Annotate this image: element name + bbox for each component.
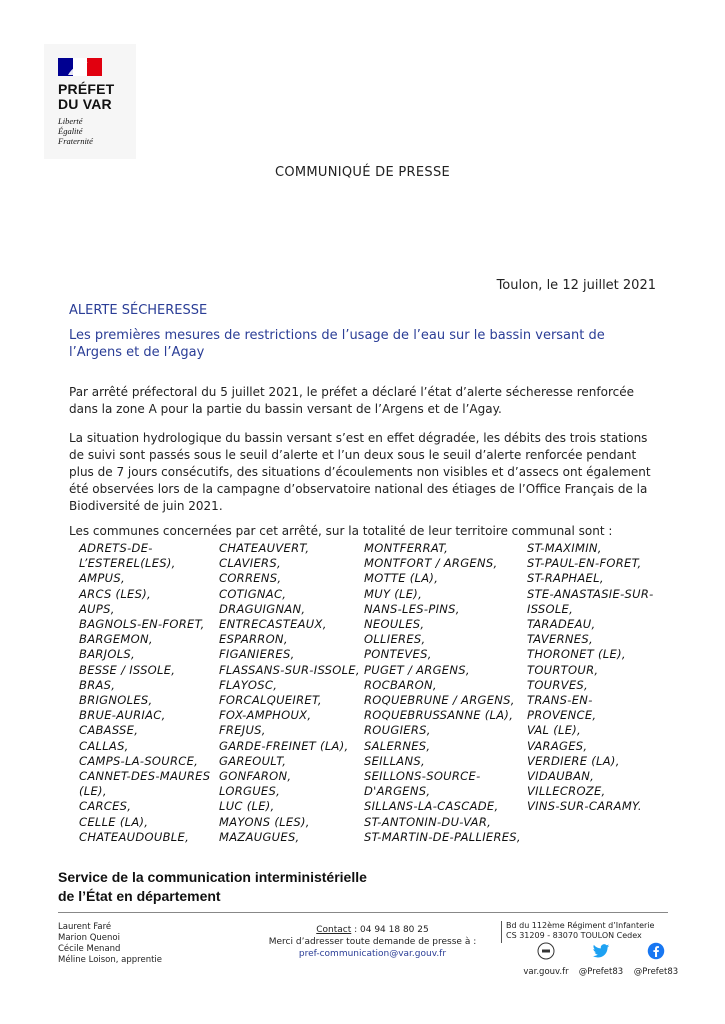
commune-item: VERDIERE (LA), bbox=[527, 753, 620, 768]
commune-item: NEOULES, bbox=[364, 617, 425, 632]
republic-motto bbox=[58, 116, 93, 146]
paragraph-situation: La situation hydrologique du bassin versant s’est en effet dégradée, les débits des trois stations de suivi sont passés sous le seuil d’alerte et l’un deux sous le seuil d’alerte renforcée pendant plus de 7 jours consécutifs, des situations d’écoulements non visibles et d’assecs ont également été observées lors de la campagne d’observatoire national des étiages de l’Office Français de la Biodiversité de juin 2021. bbox=[69, 431, 651, 513]
commune-item: SALERNES, bbox=[364, 738, 431, 753]
service-heading bbox=[58, 868, 367, 906]
commune-item: CAMPS-LA-SOURCE, bbox=[79, 753, 199, 768]
commune-item: (LE), bbox=[79, 784, 107, 799]
commune-item: ST-RAPHAEL, bbox=[527, 571, 604, 586]
service-line-2: de l’État en département bbox=[58, 888, 221, 904]
commune-item: THORONET (LE), bbox=[527, 647, 626, 662]
address-line-1: Bd du 112ème Régiment d’Infanterie bbox=[506, 921, 655, 930]
commune-item: ST-PAUL-EN-FORET, bbox=[527, 556, 642, 571]
commune-item: CARCES, bbox=[79, 799, 132, 814]
commune-item: AMPUS, bbox=[79, 571, 125, 586]
commune-item: MONTFERRAT, bbox=[364, 541, 449, 555]
postal-address bbox=[506, 921, 654, 941]
document-type-title: COMMUNIQUÉ DE PRESSE bbox=[274, 165, 451, 180]
commune-item: GAREOULT, bbox=[219, 753, 287, 768]
commune-item: ESPARRON, bbox=[219, 632, 288, 647]
commune-item: CANNET-DES-MAURES bbox=[79, 769, 211, 784]
commune-item: SILLANS-LA-CASCADE, bbox=[364, 799, 499, 814]
address-bar bbox=[501, 921, 502, 943]
commune-item: MAYONS (LES), bbox=[219, 814, 310, 829]
commune-item: DRAGUIGNAN, bbox=[219, 601, 306, 616]
alert-subtitle: Les premières mesures de restrictions de l’usage de l’eau sur le bassin versant de l’Argens et de l’Agay bbox=[69, 328, 605, 360]
website-label: var.gouv.fr bbox=[523, 967, 569, 977]
commune-item: ROQUEBRUSSANNE (LA), bbox=[364, 708, 514, 723]
motto-fraternite: Fraternité bbox=[58, 136, 93, 146]
commune-item: MAZAUGUES, bbox=[219, 829, 300, 844]
commune-item: TOURVES, bbox=[527, 677, 588, 692]
commune-item: ROQUEBRUNE / ARGENS, bbox=[364, 693, 515, 708]
commune-item: GONFARON, bbox=[219, 769, 292, 784]
twitter-icon bbox=[592, 942, 610, 960]
commune-item: GARDE-FREINET (LA), bbox=[219, 738, 349, 753]
communes-column-1 bbox=[79, 541, 210, 845]
commune-item: BARGEMON, bbox=[79, 632, 153, 647]
commune-item: CABASSE, bbox=[79, 723, 139, 738]
commune-item: MUY (LE), bbox=[364, 586, 423, 601]
communes-column-3 bbox=[364, 541, 521, 845]
commune-item: BRAS, bbox=[79, 677, 116, 692]
commune-item: OLLIERES, bbox=[364, 632, 426, 647]
contact-phone: : 04 94 18 80 25 bbox=[351, 925, 429, 935]
commune-item: ST-MARTIN-DE-PALLIERES, bbox=[364, 829, 521, 844]
commune-item: CLAVIERS, bbox=[219, 556, 281, 571]
commune-item: ARCS (LES), bbox=[79, 586, 151, 601]
commune-item: AUPS, bbox=[79, 601, 115, 616]
commune-item: ST-MAXIMIN, bbox=[527, 541, 602, 555]
commune-item: NANS-LES-PINS, bbox=[364, 601, 460, 616]
staff-name: Marion Quenoi bbox=[58, 933, 120, 943]
commune-item: BESSE / ISSOLE, bbox=[79, 662, 176, 677]
commune-item: L’ESTEREL(LES), bbox=[79, 556, 176, 571]
commune-item: ISSOLE, bbox=[527, 601, 574, 616]
commune-item: BRIGNOLES, bbox=[79, 693, 153, 708]
contact-email-link[interactable]: pref-communication@var.gouv.fr bbox=[298, 949, 447, 959]
service-line-1: Service de la communication interministérielle bbox=[58, 869, 367, 885]
date-line: Toulon, le 12 juillet 2021 bbox=[496, 278, 656, 293]
twitter-handle: @Prefet83 bbox=[578, 967, 624, 977]
prefet-logo bbox=[44, 44, 136, 159]
website-icon bbox=[537, 942, 555, 960]
contact-label: Contact bbox=[316, 925, 352, 935]
commune-item: STE-ANASTASIE-SUR- bbox=[527, 586, 654, 601]
commune-item: SEILLANS, bbox=[364, 753, 425, 768]
commune-item: BARJOLS, bbox=[79, 647, 135, 662]
contact-note: Merci d’adresser toute demande de presse à : bbox=[268, 937, 477, 947]
commune-item: COTIGNAC, bbox=[219, 586, 287, 601]
commune-item: CELLE (LA), bbox=[79, 814, 149, 829]
commune-item: TAVERNES, bbox=[527, 632, 593, 647]
communes-column-2 bbox=[219, 541, 360, 845]
commune-item: BRUE-AURIAC, bbox=[79, 708, 166, 723]
commune-item: ROUGIERS, bbox=[364, 723, 431, 738]
communes-column-4 bbox=[527, 541, 654, 815]
facebook-icon bbox=[647, 942, 665, 960]
marianne-flag-icon bbox=[58, 58, 102, 76]
org-name-line2: DU VAR bbox=[58, 96, 112, 112]
facebook-handle: @Prefet83 bbox=[633, 967, 679, 977]
commune-item: FIGANIERES, bbox=[219, 647, 295, 662]
paragraph-communes-intro: Les communes concernées par cet arrêté, sur la totalité de leur territoire communal sont : bbox=[69, 524, 613, 538]
commune-item: MONTFORT / ARGENS, bbox=[364, 556, 498, 571]
commune-item: CALLAS, bbox=[79, 738, 129, 753]
commune-item: VINS-SUR-CARAMY. bbox=[527, 799, 642, 814]
motto-egalite: Égalité bbox=[58, 126, 83, 136]
commune-item: VARAGES, bbox=[527, 738, 588, 753]
paragraph-decree: Par arrêté préfectoral du 5 juillet 2021, le préfet a déclaré l’état d’alerte sécheresse renforcée dans la zone A pour la partie du bassin versant de l’Argens et de l’Agay. bbox=[69, 385, 635, 416]
commune-item: MOTTE (LA), bbox=[364, 571, 439, 586]
commune-item: CORRENS, bbox=[219, 571, 282, 586]
commune-item: LUC (LE), bbox=[219, 799, 275, 814]
commune-item: ROCBARON, bbox=[364, 677, 437, 692]
footer-divider bbox=[58, 912, 668, 913]
commune-item: ADRETS-DE- bbox=[79, 541, 153, 555]
commune-item: BAGNOLS-EN-FORET, bbox=[79, 617, 205, 632]
staff-name: Méline Loison, apprentie bbox=[58, 955, 163, 965]
commune-item: FLAYOSC, bbox=[219, 677, 278, 692]
commune-item: PROVENCE, bbox=[527, 708, 597, 723]
commune-item: ENTRECASTEAUX, bbox=[219, 617, 327, 632]
commune-item: PUGET / ARGENS, bbox=[364, 662, 470, 677]
commune-item: ST-ANTONIN-DU-VAR, bbox=[364, 814, 492, 829]
contact-block bbox=[245, 924, 500, 960]
alert-title: ALERTE SÉCHERESSE bbox=[69, 303, 208, 318]
commune-item: SEILLONS-SOURCE- bbox=[364, 769, 481, 784]
commune-item: FREJUS, bbox=[219, 723, 266, 738]
commune-item: CHATEAUVERT, bbox=[219, 541, 310, 555]
motto-liberte: Liberté bbox=[58, 116, 83, 126]
commune-item: VAL (LE), bbox=[527, 723, 582, 738]
commune-item: FORCALQUEIRET, bbox=[219, 693, 322, 708]
address-line-2: CS 31209 - 83070 TOULON Cedex bbox=[506, 931, 642, 940]
commune-item: VILLECROZE, bbox=[527, 784, 606, 799]
commune-item: PONTEVES, bbox=[364, 647, 432, 662]
website-link[interactable] bbox=[521, 942, 571, 977]
staff-name: Laurent Faré bbox=[58, 922, 112, 932]
commune-item: LORGUES, bbox=[219, 784, 281, 799]
staff-names bbox=[58, 922, 162, 966]
twitter-link[interactable] bbox=[576, 942, 626, 977]
communes-list bbox=[79, 541, 679, 844]
commune-item: CHATEAUDOUBLE, bbox=[79, 829, 190, 844]
commune-item: FLASSANS-SUR-ISSOLE, bbox=[219, 662, 360, 677]
commune-item: TRANS-EN- bbox=[527, 693, 593, 708]
commune-item: D'ARGENS, bbox=[364, 784, 431, 799]
org-name-line1: PRÉFET bbox=[58, 81, 115, 97]
commune-item: VIDAUBAN, bbox=[527, 769, 595, 784]
staff-name: Cécile Menand bbox=[58, 944, 121, 954]
commune-item: TARADEAU, bbox=[527, 617, 596, 632]
commune-item: FOX-AMPHOUX, bbox=[219, 708, 312, 723]
facebook-link[interactable] bbox=[631, 942, 681, 977]
commune-item: TOURTOUR, bbox=[527, 662, 599, 677]
